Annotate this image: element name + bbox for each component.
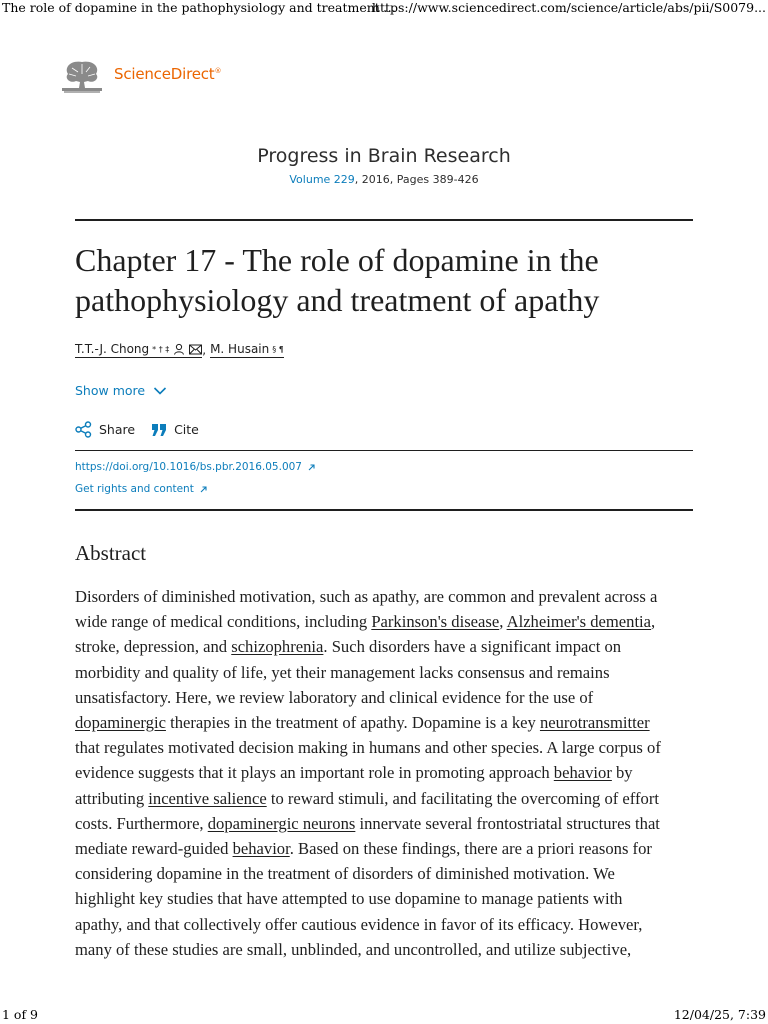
abstract-text-run: , (499, 612, 507, 632)
page-number: 1 of 9 (2, 1007, 39, 1022)
abstract-line (75, 937, 697, 962)
show-more-button[interactable] (75, 383, 167, 398)
print-header (0, 0, 768, 16)
share-button[interactable] (75, 421, 135, 438)
abstract-line (75, 786, 697, 811)
abstract-text-run: by (611, 763, 633, 783)
print-header-url: https://www.sciencedirect.com/science/article/abs/pii/S0079... (371, 0, 766, 15)
elsevier-tree-icon (60, 54, 104, 94)
abstract-text-run: highlight key studies that have attempted to use dopamine to manage patients with (75, 889, 623, 909)
divider-top (75, 219, 693, 221)
rights-text: Get rights and content (75, 483, 194, 495)
rights-link[interactable] (75, 483, 208, 495)
doi-text: https://doi.org/10.1016/bs.pbr.2016.05.007 (75, 461, 302, 473)
abstract-text-run: unsatisfactory. Here, we review laboratory and clinical evidence for the use of (75, 687, 594, 707)
abstract-text-run: . Based on these findings, there are a priori reasons for (289, 839, 652, 859)
abstract-line (75, 760, 697, 785)
envelope-icon (189, 344, 202, 355)
author-separator: , (202, 343, 207, 357)
abstract-line (75, 836, 697, 861)
sciencedirect-logo[interactable] (60, 54, 221, 94)
term-link[interactable]: behavior (232, 839, 290, 859)
term-link[interactable]: Parkinson's disease (371, 612, 500, 632)
abstract-text-run: to reward stimuli, and facilitating the overcoming of effort (266, 788, 659, 808)
abstract-text-run: , (651, 612, 656, 632)
chevron-down-icon (153, 386, 167, 396)
abstract-text (75, 584, 697, 962)
term-link[interactable]: dopaminergic neurons (207, 813, 356, 833)
cite-button[interactable] (151, 422, 199, 437)
share-label: Share (99, 422, 136, 437)
volume-link[interactable]: Volume 229 (289, 173, 355, 186)
term-link[interactable]: dopaminergic (75, 713, 166, 733)
abstract-text-run: innervate several frontostriatal structures that (355, 813, 660, 833)
journal-info (0, 145, 768, 186)
abstract-text-run: many of these studies are small, unblinded, and uncontrolled, and utilize subjective, (75, 939, 632, 959)
share-icon (75, 421, 92, 438)
abstract-line (75, 685, 697, 710)
abstract-line (75, 912, 697, 937)
author-husain[interactable] (210, 342, 284, 358)
abstract-text-run: morbidity and quality of life, yet their management lacks consensus and remains (75, 662, 610, 682)
divider-actions (75, 450, 693, 451)
abstract-text-run: apathy, and that collectively offer cautious evidence in favor of its efficacy. However, (75, 914, 643, 934)
abstract-text-run: Disorders of diminished motivation, such as apathy, are common and prevalent across a (75, 587, 658, 606)
abstract-line (75, 886, 697, 911)
abstract-text-run: costs. Furthermore, (75, 813, 208, 833)
abstract-heading: Abstract (75, 541, 147, 565)
abstract-line (75, 710, 697, 735)
term-link[interactable]: behavior (553, 763, 612, 783)
abstract-text-run: that regulates motivated decision making in humans and other species. A large corpus of (75, 738, 661, 758)
abstract-text-run: therapies in the treatment of apathy. Dopamine is a key (165, 713, 540, 733)
print-header-title: The role of dopamine in the pathophysiology and treatment ... (2, 0, 396, 15)
abstract-line (75, 811, 697, 836)
doi-link[interactable] (75, 461, 316, 473)
journal-name[interactable]: Progress in Brain Research (257, 145, 511, 167)
author-chong[interactable] (75, 342, 202, 358)
journal-volume (0, 173, 768, 186)
abstract-text-run: considering dopamine in the treatment of disorders of diminished motivation. We (75, 864, 615, 884)
external-link-icon (307, 463, 316, 472)
term-link[interactable]: neurotransmitter (539, 713, 650, 733)
abstract-line (75, 634, 697, 659)
volume-details: , 2016, Pages 389-426 (354, 173, 479, 186)
author-marks: * † ‡ (152, 344, 170, 354)
external-link-icon (199, 485, 208, 494)
author-name: M. Husain (210, 342, 270, 356)
abstract-text-run: . Such disorders have a significant impact on (323, 637, 622, 657)
abstract-text-run: wide range of medical conditions, including (75, 612, 372, 632)
divider-bottom (75, 509, 693, 511)
brand-name: ScienceDirect® (114, 65, 222, 83)
abstract-text-run: stroke, depression, and (75, 637, 232, 657)
term-link[interactable]: schizophrenia (231, 637, 324, 657)
author-marks: § ¶ (272, 344, 284, 354)
abstract-line (75, 609, 697, 634)
author-list (75, 342, 284, 358)
person-icon (173, 343, 185, 355)
article-title: Chapter 17 - The role of dopamine in the pathophysiology and treatment of apathy (75, 242, 600, 318)
quote-icon (151, 423, 167, 437)
abstract-text-run: mediate reward-guided (75, 839, 233, 859)
cite-label: Cite (174, 422, 199, 437)
article-actions (75, 421, 215, 438)
abstract-line (75, 861, 697, 886)
show-more-label: Show more (75, 383, 146, 398)
abstract-text-run: attributing (75, 788, 149, 808)
print-footer (0, 1008, 768, 1024)
abstract-line (75, 735, 697, 760)
print-datetime: 12/04/25, 7:39 (673, 1007, 766, 1022)
author-name: T.T.-J. Chong (75, 342, 150, 356)
term-link[interactable]: incentive salience (148, 788, 267, 808)
abstract-text-run: evidence suggests that it plays an important role in promoting approach (75, 763, 554, 783)
abstract-line (75, 584, 697, 609)
abstract-line (75, 660, 697, 685)
term-link[interactable]: Alzheimer's dementia (506, 612, 652, 632)
